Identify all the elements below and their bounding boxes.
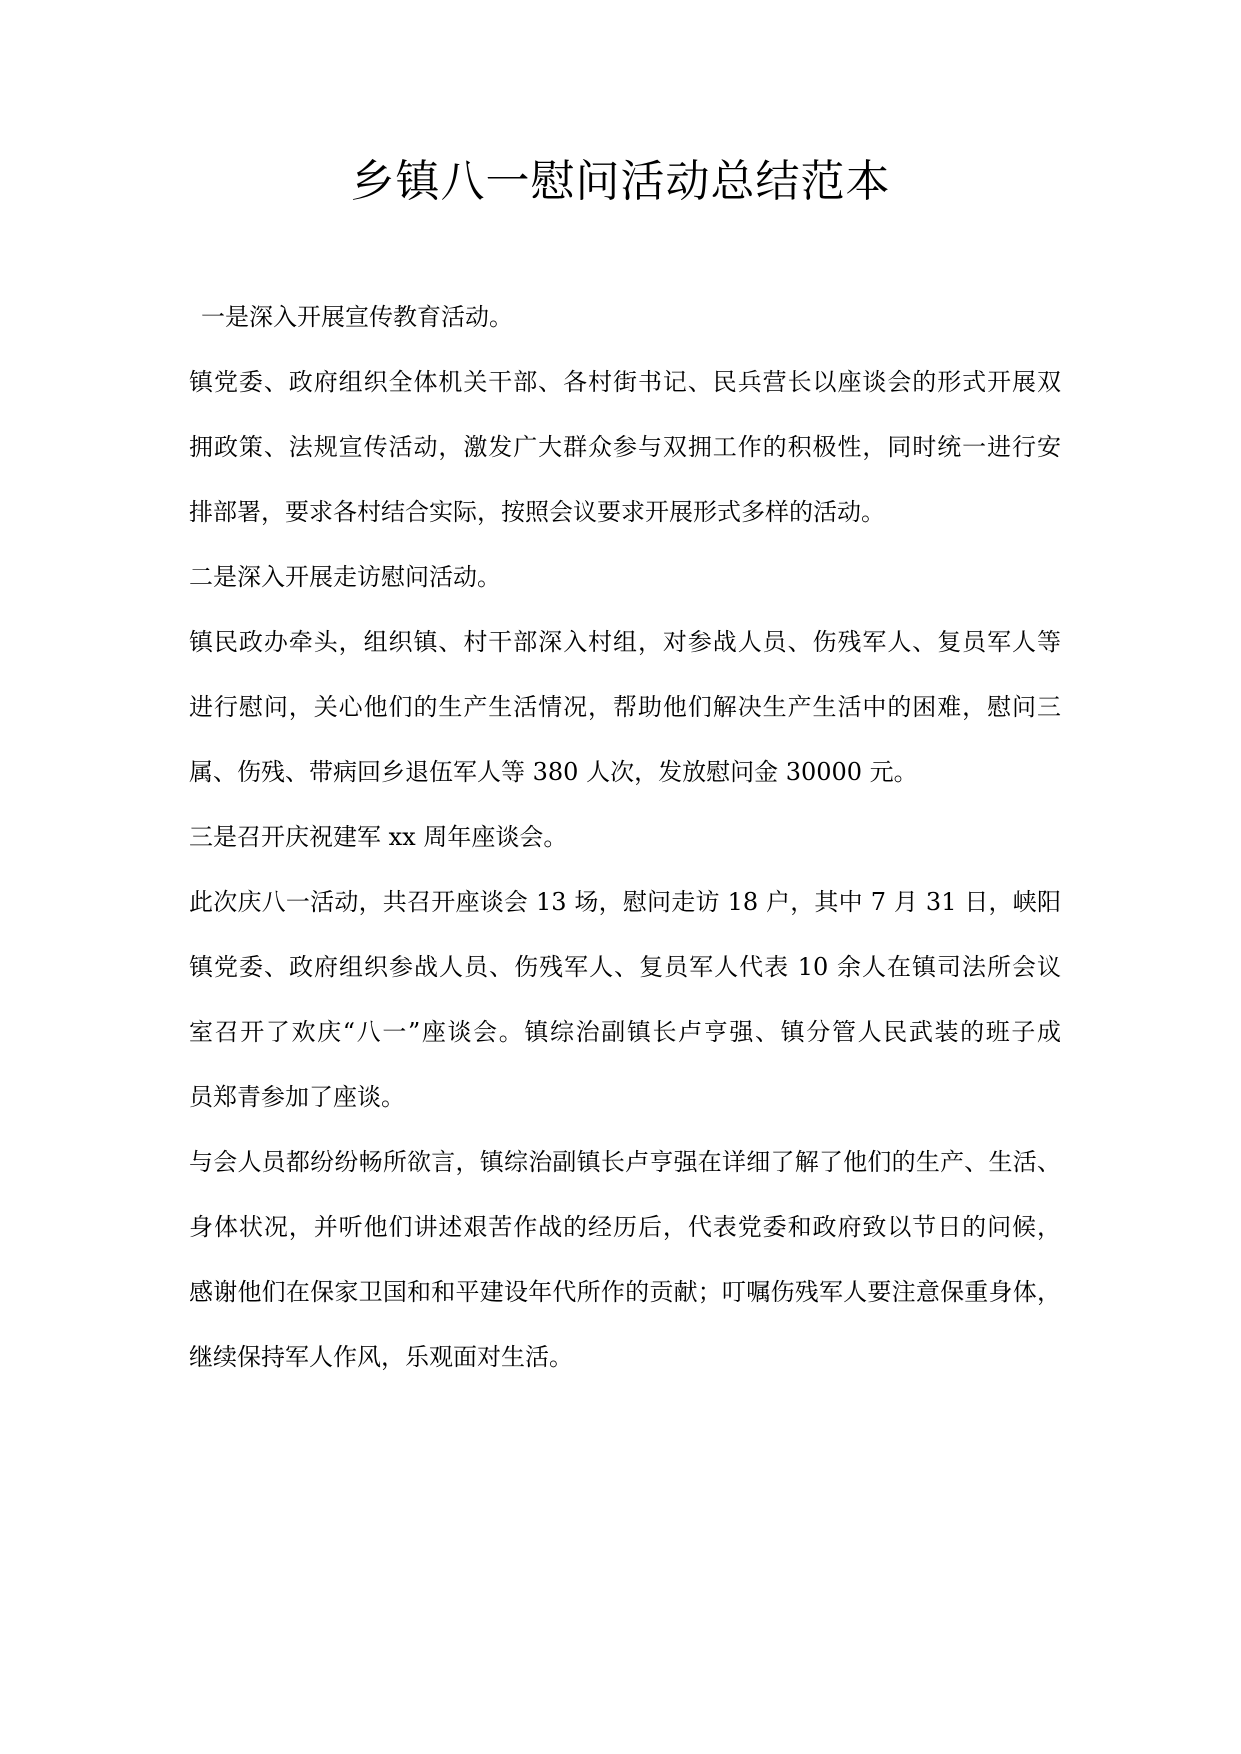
body-line: 继续保持军人作风，乐观面对生活。: [189, 1343, 573, 1371]
body-line: 拥政策、法规宣传活动，激发广大群众参与双拥工作的积极性，同时统一进行安: [189, 433, 1061, 461]
body-line: 属、伤残、带病回乡退伍军人等 380 人次，发放慰问金 30000 元。: [189, 758, 918, 786]
body-line: 与会人员都纷纷畅所欲言，镇综治副镇长卢亨强在详细了解了他们的生产、生活、: [189, 1148, 1061, 1176]
body-line: 镇民政办牵头，组织镇、村干部深入村组，对参战人员、伤残军人、复员军人等: [189, 628, 1061, 656]
body-line: 感谢他们在保家卫国和和平建设年代所作的贡献；叮嘱伤残军人要注意保重身体，: [189, 1278, 1061, 1306]
body-line: 排部署，要求各村结合实际，按照会议要求开展形式多样的活动。: [189, 498, 885, 526]
body-line: 镇党委、政府组织全体机关干部、各村街书记、民兵营长以座谈会的形式开展双: [189, 368, 1061, 396]
section-heading-1: 一是深入开展宣传教育活动。: [201, 303, 513, 331]
section-heading-2: 二是深入开展走访慰问活动。: [189, 563, 501, 591]
body-line: 进行慰问，关心他们的生产生活情况，帮助他们解决生产生活中的困难，慰问三: [189, 693, 1061, 721]
section-heading-3: 三是召开庆祝建军 xx 周年座谈会。: [189, 823, 568, 851]
document-title: 乡镇八一慰问活动总结范本: [350, 156, 891, 207]
body-line: 员郑青参加了座谈。: [189, 1083, 405, 1111]
document-body: [189, 285, 1061, 1390]
body-line: 室召开了欢庆“八一”座谈会。镇综治副镇长卢亨强、镇分管人民武装的班子成: [189, 1018, 1061, 1046]
body-line: 镇党委、政府组织参战人员、伤残军人、复员军人代表 10 余人在镇司法所会议: [189, 953, 1061, 981]
body-line: 此次庆八一活动，共召开座谈会 13 场，慰问走访 18 户，其中 7 月 31 日，峡阳: [189, 888, 1061, 916]
body-line: 身体状况，并听他们讲述艰苦作战的经历后，代表党委和政府致以节日的问候，: [189, 1213, 1061, 1241]
